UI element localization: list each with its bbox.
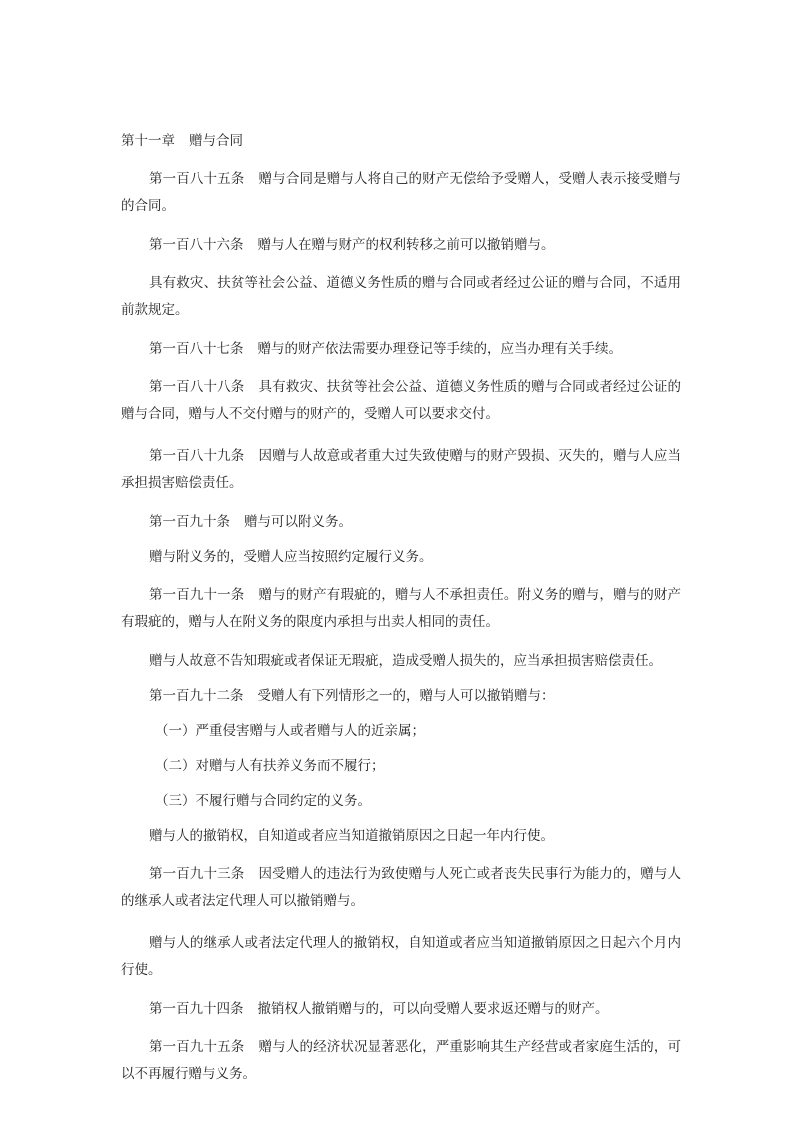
paragraph [121,443,681,497]
paragraph [121,235,681,255]
paragraph-text: （一）严重侵害赠与人或者赠与人的近亲属； [155,723,425,739]
article-number: 第一百八十五条 [149,171,245,187]
chapter-title: 赠与合同 [189,133,243,149]
article-number: 第一百八十七条 [149,341,244,357]
list-item [121,791,681,811]
paragraph [121,270,681,324]
chapter-heading [121,131,681,151]
paragraph-text: 赠与的财产依法需要办理登记等手续的，应当办理有关手续。 [257,341,622,357]
document-body [121,131,681,1103]
paragraph-text: 赠与人在赠与财产的权利转移之前可以撤销赠与。 [257,237,555,253]
paragraph [121,166,681,220]
paragraph-text: 赠与可以附义务。 [244,514,352,530]
article-number: 第一百九十三条 [149,866,245,882]
chapter-number: 第十一章 [121,133,175,149]
article-number: 第一百八十八条 [149,379,245,395]
paragraph-text: （三）不履行赠与合同约定的义务。 [155,793,371,809]
paragraph-text: 赠与人的撤销权，自知道或者应当知道撤销原因之日起一年内行使。 [149,828,554,844]
list-item [121,756,681,776]
paragraph-text: 赠与人的继承人或者法定代理人的撤销权，自知道或者应当知道撤销原因之日起六个月内行使。 [121,935,681,978]
paragraph [121,547,681,567]
paragraph [121,861,681,915]
article-number: 第一百九十四条 [149,1001,244,1017]
article-number: 第一百九十条 [149,514,230,530]
paragraph-text: 撤销权人撤销赠与的，可以向受赠人要求返还赠与的财产。 [257,1001,609,1017]
paragraph [121,512,681,532]
paragraph-text: 具有救灾、扶贫等社会公益、道德义务性质的赠与合同或者经过公证的赠与合同，赠与人不交付赠与的财产的，受赠人可以要求交付。 [121,379,681,422]
paragraph [121,582,681,636]
article-number: 第一百九十五条 [149,1039,245,1055]
article-number: 第一百八十六条 [149,237,244,253]
paragraph-text: 因赠与人故意或者重大过失致使赠与的财产毁损、灭失的，赠与人应当承担损害赔偿责任。 [121,448,681,491]
paragraph-text: 赠与人的经济状况显著恶化，严重影响其生产经营或者家庭生活的，可以不再履行赠与义务。 [121,1039,681,1082]
paragraph [121,930,681,984]
article-number: 第一百八十九条 [149,448,245,464]
paragraph-text: 受赠人有下列情形之一的，赠与人可以撤销赠与： [257,688,555,704]
list-item [121,721,681,741]
article-number: 第一百九十二条 [149,688,244,704]
paragraph [121,651,681,671]
article-number: 第一百九十一条 [149,587,245,603]
paragraph-text: 赠与合同是赠与人将自己的财产无偿给予受赠人，受赠人表示接受赠与的合同。 [121,171,681,214]
paragraph-text: （二）对赠与人有扶养义务而不履行； [155,758,385,774]
paragraph [121,999,681,1019]
paragraph-text: 赠与人故意不告知瑕疵或者保证无瑕疵，造成受赠人损失的，应当承担损害赔偿责任。 [149,653,662,669]
paragraph [121,686,681,706]
paragraph-text: 具有救灾、扶贫等社会公益、道德义务性质的赠与合同或者经过公证的赠与合同，不适用前款规定。 [121,275,681,318]
paragraph-text: 因受赠人的违法行为致使赠与人死亡或者丧失民事行为能力的，赠与人的继承人或者法定代理人可以撤销赠与。 [121,866,681,909]
paragraph [121,1034,681,1088]
paragraph-text: 赠与附义务的，受赠人应当按照约定履行义务。 [149,549,433,565]
paragraph-text: 赠与的财产有瑕疵的，赠与人不承担责任。附义务的赠与，赠与的财产有瑕疵的，赠与人在附义务的限度内承担与出卖人相同的责任。 [121,587,681,630]
paragraph [121,826,681,846]
paragraph [121,374,681,428]
paragraph [121,339,681,359]
